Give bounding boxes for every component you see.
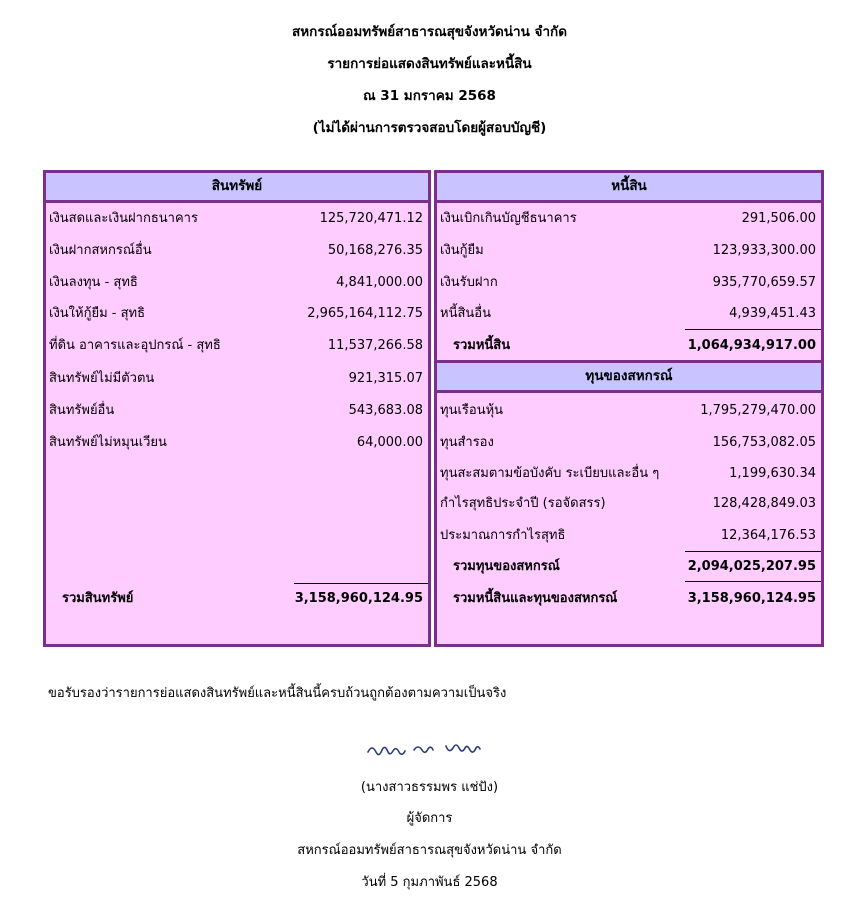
equity-label: ทุนเรือนหุ้น: [440, 403, 504, 418]
asset-value: 125,720,471.12: [319, 211, 423, 226]
asset-value: 11,537,266.58: [327, 338, 423, 353]
asset-row: [46, 241, 428, 261]
liability-value: 935,770,659.57: [712, 275, 816, 290]
liability-label: เงินเบิกเกินบัญชีธนาคาร: [440, 211, 577, 226]
equity-row: [437, 526, 821, 546]
equity-label: ทุนสะสมตามข้อบังคับ ระเบียบและอื่น ๆ: [440, 466, 660, 481]
signature: [0, 736, 859, 768]
asset-row: [46, 401, 428, 421]
liabilities-total-row: [437, 336, 821, 356]
liability-row: [437, 209, 821, 229]
equity-total-rule: [685, 551, 821, 552]
org-title: สหกรณ์ออมทรัพย์สาธารณสุขจังหวัดน่าน จำกัด: [292, 24, 567, 40]
liabilities-header: หนี้สิน: [437, 173, 821, 203]
asset-label: ที่ดิน อาคารและอุปกรณ์ - สุทธิ: [49, 338, 221, 353]
liabilities-total-rule: [685, 329, 821, 330]
liability-value: 123,933,300.00: [712, 243, 816, 258]
asset-label: สินทรัพย์ไม่หมุนเวียน: [49, 435, 167, 450]
equity-row: [437, 433, 821, 453]
asset-row: [46, 304, 428, 324]
signature-image: [360, 736, 500, 764]
asset-label: เงินฝากสหกรณ์อื่น: [49, 243, 152, 258]
report-date: ณ 31 มกราคม 2568: [363, 88, 496, 104]
equity-total-value: 2,094,025,207.95: [687, 559, 816, 574]
asset-row: [46, 273, 428, 293]
assets-panel: [43, 170, 431, 647]
total-rule: [294, 583, 428, 584]
grand-total-rule: [685, 581, 821, 582]
assets-total-value: 3,158,960,124.95: [294, 591, 423, 606]
asset-value: 4,841,000.00: [336, 275, 423, 290]
equity-value: 1,199,630.34: [729, 466, 816, 481]
report-title: รายการย่อแสดงสินทรัพย์และหนี้สิน: [327, 56, 532, 72]
signatory-position: ผู้จัดการ: [406, 811, 453, 826]
liabilities-panel: [434, 170, 824, 647]
asset-row: [46, 209, 428, 229]
liabilities-total-value: 1,064,934,917.00: [687, 338, 816, 353]
equity-total-label: รวมทุนของสหกรณ์: [453, 559, 560, 574]
liabilities-total-label: รวมหนี้สิน: [453, 338, 511, 353]
equity-row: [437, 401, 821, 421]
equity-header: ทุนของสหกรณ์: [437, 363, 821, 393]
signatory-organization: สหกรณ์ออมทรัพย์สาธารณสุขจังหวัดน่าน จำกัด: [297, 843, 562, 858]
equity-label: ทุนสำรอง: [440, 435, 494, 450]
equity-row: [437, 494, 821, 514]
audit-note: (ไม่ได้ผ่านการตรวจสอบโดยผู้สอบบัญชี): [312, 120, 547, 136]
liability-label: เงินรับฝาก: [440, 275, 498, 290]
grand-total-value: 3,158,960,124.95: [687, 591, 816, 606]
asset-label: สินทรัพย์อื่น: [49, 403, 115, 418]
asset-value: 2,965,164,112.75: [307, 306, 423, 321]
grand-total-label: รวมหนี้สินและทุนของสหกรณ์: [453, 591, 618, 606]
equity-value: 156,753,082.05: [712, 435, 816, 450]
liability-row: [437, 273, 821, 293]
signature-date: วันที่ 5 กุมภาพันธ์ 2568: [361, 875, 498, 890]
equity-value: 12,364,176.53: [720, 528, 816, 543]
liability-row: [437, 304, 821, 324]
equity-value: 1,795,279,470.00: [700, 403, 816, 418]
asset-value: 50,168,276.35: [327, 243, 423, 258]
equity-value: 128,428,849.03: [712, 496, 816, 511]
equity-row: [437, 464, 821, 484]
grand-total-row: [437, 589, 821, 609]
asset-value: 64,000.00: [356, 435, 423, 450]
asset-row: [46, 369, 428, 389]
assets-total-row: [46, 589, 428, 609]
asset-value: 543,683.08: [348, 403, 423, 418]
signatory-name: (นางสาวธรรมพร แช่ปัง): [360, 780, 499, 795]
asset-label: เงินสดและเงินฝากธนาคาร: [49, 211, 198, 226]
asset-label: เงินลงทุน - สุทธิ: [49, 275, 138, 290]
asset-value: 921,315.07: [348, 371, 423, 386]
liability-label: หนี้สินอื่น: [440, 306, 491, 321]
certification-text: ขอรับรองว่ารายการย่อแสดงสินทรัพย์และหนี้สินนี้ครบถ้วนถูกต้องตามความเป็นจริง: [48, 686, 507, 701]
asset-label: เงินให้กู้ยืม - สุทธิ: [49, 306, 146, 321]
equity-label: ประมาณการกำไรสุทธิ: [440, 528, 566, 543]
assets-header: สินทรัพย์: [46, 173, 428, 203]
equity-label: กำไรสุทธิประจำปี (รอจัดสรร): [440, 496, 606, 511]
equity-total-row: [437, 557, 821, 577]
liability-label: เงินกู้ยืม: [440, 243, 484, 258]
asset-label: สินทรัพย์ไม่มีตัวตน: [49, 371, 155, 386]
assets-total-label: รวมสินทรัพย์: [62, 591, 134, 606]
asset-row: [46, 433, 428, 453]
liability-value: 4,939,451.43: [729, 306, 816, 321]
liability-value: 291,506.00: [741, 211, 816, 226]
asset-row: [46, 336, 428, 356]
liability-row: [437, 241, 821, 261]
